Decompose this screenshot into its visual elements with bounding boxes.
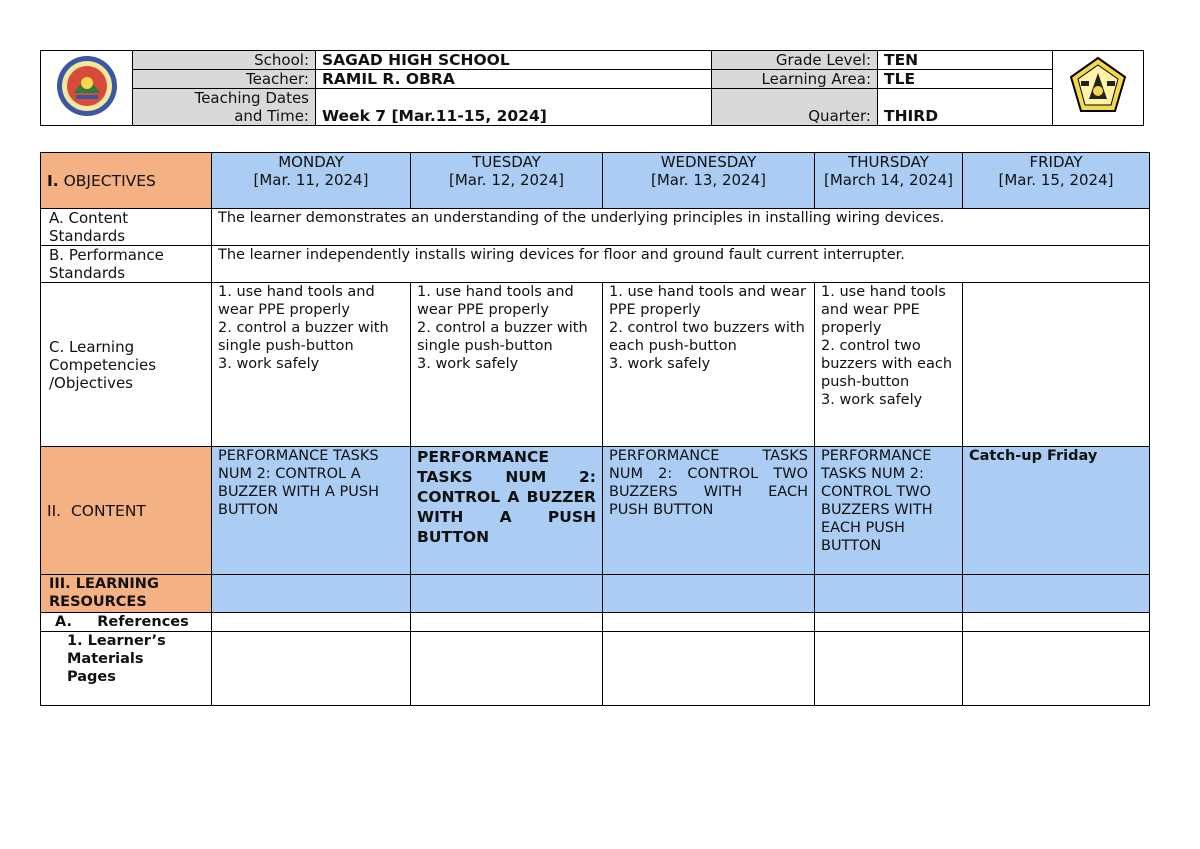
day-header-thursday [815, 153, 963, 209]
content-friday: Catch-up Friday [963, 447, 1150, 575]
content-wednesday: PERFORMANCE TASKS NUM 2: CONTROL TWO BUZZERS WITH EACH PUSH BUTTON [603, 447, 815, 575]
references-label: A. References [41, 613, 212, 632]
sagad-logo [1053, 51, 1144, 126]
teaching-dates-label [133, 89, 316, 126]
references-monday [212, 613, 411, 632]
quarter-value: THIRD [878, 89, 1053, 126]
day-date: [March 14, 2024] [824, 171, 953, 189]
day-name: FRIDAY [1029, 153, 1083, 171]
day-header-wednesday [603, 153, 815, 209]
performance-standards-label: B. Performance Standards [41, 246, 212, 283]
day-date: [Mar. 12, 2024] [449, 171, 564, 189]
content-monday: PERFORMANCE TASKS NUM 2: CONTROL A BUZZER WITH A PUSH BUTTON [212, 447, 411, 575]
resources-tuesday [411, 575, 603, 613]
quarter-label: Quarter: [712, 89, 878, 126]
day-date: [Mar. 11, 2024] [253, 171, 369, 189]
competencies-wednesday: 1. use hand tools and wear PPE properly 2. control two buzzers with each push-button 3. work safely [603, 283, 815, 447]
school-emblem-icon [1067, 55, 1129, 117]
grade-level-value: TEN [878, 51, 1053, 70]
day-date: [Mar. 15, 2024] [998, 171, 1114, 189]
day-header-friday [963, 153, 1150, 209]
learners-materials-tuesday [411, 632, 603, 706]
learning-area-label: Learning Area: [712, 70, 878, 89]
school-seal-logo [41, 51, 133, 126]
teaching-dates-label-line1: Teaching Dates [194, 89, 309, 107]
teacher-value: RAMIL R. OBRA [316, 70, 712, 89]
grade-level-label: Grade Level: [712, 51, 878, 70]
learners-materials-wednesday [603, 632, 815, 706]
learners-materials-thursday [815, 632, 963, 706]
content-number: II. [47, 501, 62, 520]
learning-area-value: TLE [878, 70, 1053, 89]
content-heading [41, 447, 212, 575]
day-name: WEDNESDAY [660, 153, 757, 171]
objectives-number: I. [47, 171, 59, 190]
competencies-thursday: 1. use hand tools and wear PPE properly 2. control two buzzers with each push-button 3. work safely [815, 283, 963, 447]
references-thursday [815, 613, 963, 632]
objectives-heading [41, 153, 212, 209]
teaching-dates-value: Week 7 [Mar.11-15, 2024] [316, 89, 712, 126]
learners-materials-monday [212, 632, 411, 706]
lesson-plan-table [40, 152, 1150, 706]
references-tuesday [411, 613, 603, 632]
competencies-monday: 1. use hand tools and wear PPE properly 2. control a buzzer with single push-button 3. work safely [212, 283, 411, 447]
content-standards-value: The learner demonstrates an understanding of the underlying principles in installing wiring devices. [212, 209, 1150, 246]
content-title: CONTENT [70, 501, 146, 520]
day-name: TUESDAY [472, 153, 541, 171]
content-tuesday: PERFORMANCE TASKS NUM 2: CONTROL A BUZZER WITH A PUSH BUTTON [411, 447, 603, 575]
teaching-dates-label-line2: and Time: [234, 107, 309, 125]
day-date: [Mar. 13, 2024] [651, 171, 766, 189]
objectives-title: OBJECTIVES [63, 171, 156, 190]
resources-wednesday [603, 575, 815, 613]
deped-seal-icon [54, 53, 120, 119]
learning-competencies-label: C. Learning Competencies /Objectives [41, 283, 212, 447]
resources-monday [212, 575, 411, 613]
teacher-label: Teacher: [133, 70, 316, 89]
day-header-monday [212, 153, 411, 209]
performance-standards-value: The learner independently installs wiring devices for floor and ground fault current interrupter. [212, 246, 1150, 283]
day-name: MONDAY [278, 153, 344, 171]
learners-materials-friday [963, 632, 1150, 706]
day-name: THURSDAY [848, 153, 929, 171]
day-header-tuesday [411, 153, 603, 209]
competencies-friday [963, 283, 1150, 447]
references-wednesday [603, 613, 815, 632]
references-friday [963, 613, 1150, 632]
content-standards-label: A. Content Standards [41, 209, 212, 246]
content-thursday: PERFORMANCE TASKS NUM 2: CONTROL TWO BUZZERS WITH EACH PUSH BUTTON [815, 447, 963, 575]
resources-friday [963, 575, 1150, 613]
competencies-tuesday: 1. use hand tools and wear PPE properly 2. control a buzzer with single push-button 3. work safely [411, 283, 603, 447]
learning-resources-heading: III. LEARNING RESOURCES [41, 575, 212, 613]
learners-materials-label: 1. Learner’s Materials Pages [41, 632, 212, 706]
school-value: SAGAD HIGH SCHOOL [316, 51, 712, 70]
header-table [40, 50, 1144, 126]
school-label: School: [133, 51, 316, 70]
resources-thursday [815, 575, 963, 613]
